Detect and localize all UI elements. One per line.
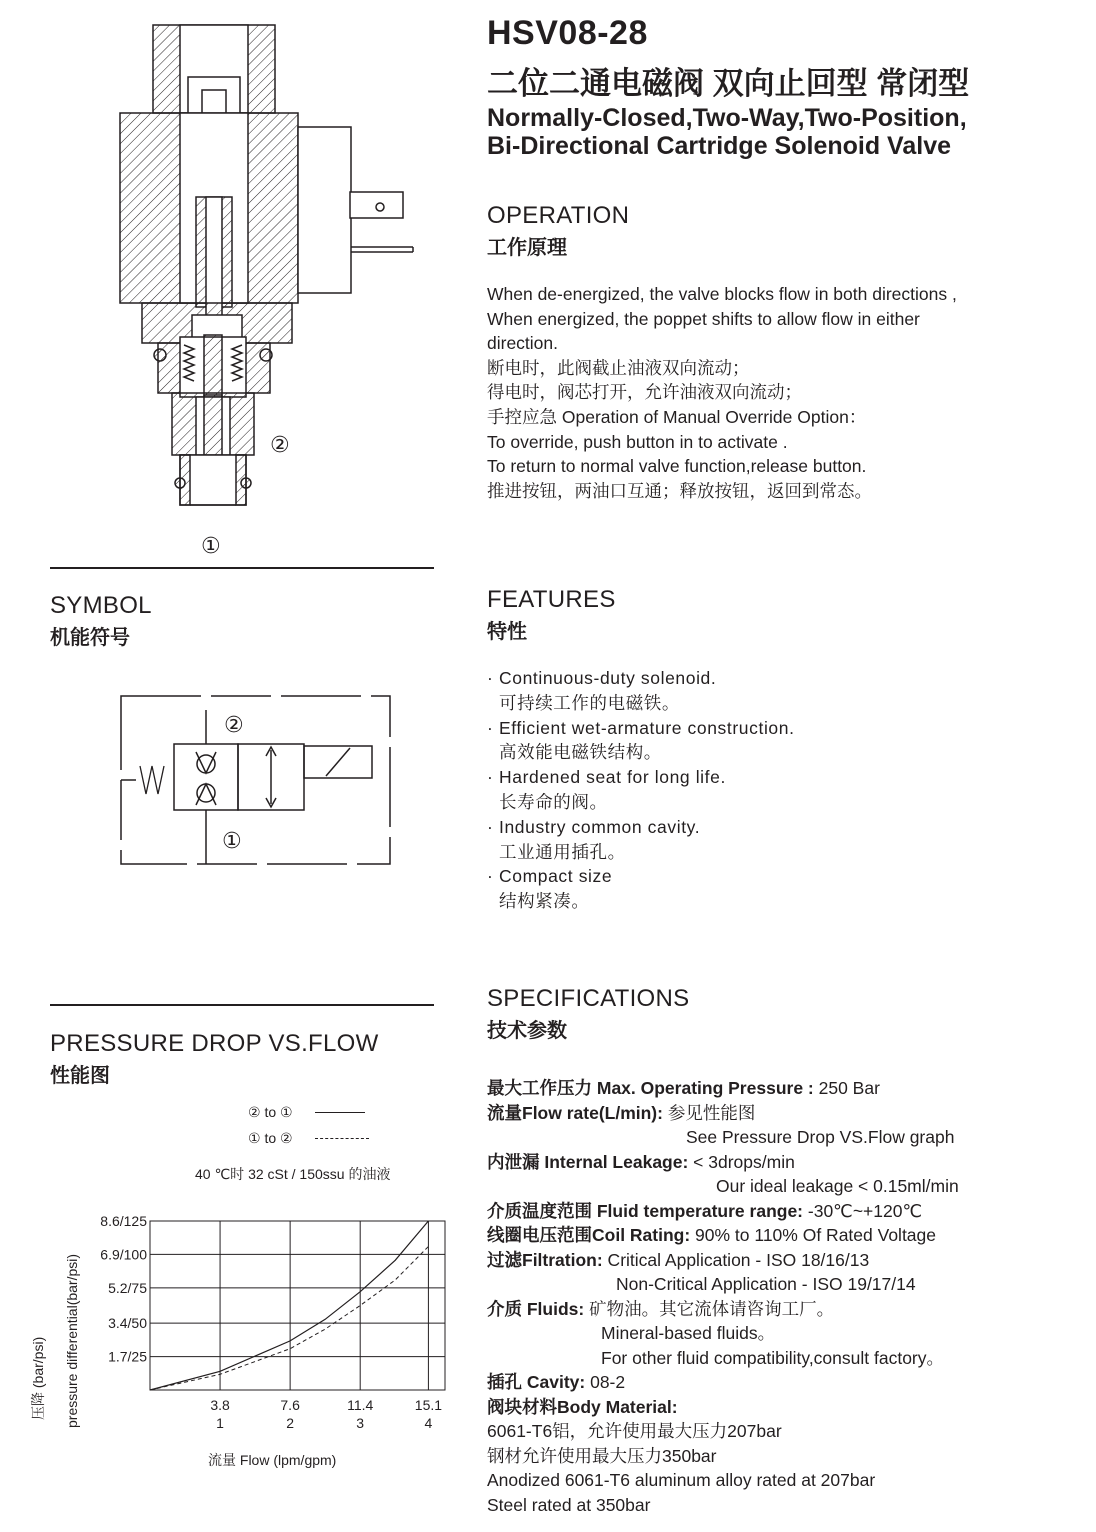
feature-item: · Hardened seat for long life. xyxy=(487,767,726,788)
legend-solid-line xyxy=(315,1112,365,1113)
feature-item-cn: 结构紧凑。 xyxy=(499,891,590,912)
specifications-heading: SPECIFICATIONS xyxy=(487,985,690,1012)
valve-cross-section-drawing xyxy=(110,15,430,555)
features-list xyxy=(487,666,1077,914)
model-number: HSV08-28 xyxy=(487,14,648,52)
symbol-port-1-label: ① xyxy=(222,828,242,853)
x-tick-label-lpm: 3.8 xyxy=(210,1397,230,1413)
legend-solid-label: ② to ① xyxy=(248,1104,293,1120)
symbol-heading-cn: 机能符号 xyxy=(50,627,130,649)
spec-filtration: 过滤Filtration: Critical Application - ISO 18/16/13 xyxy=(487,1249,870,1270)
drawing-port-1-label: ① xyxy=(201,533,221,558)
feature-item: · Industry common cavity. xyxy=(487,816,701,837)
spec-flow-rate-note: See Pressure Drop VS.Flow graph xyxy=(686,1127,955,1147)
hydraulic-symbol xyxy=(118,690,393,870)
operation-text xyxy=(487,282,1077,503)
feature-item: · Continuous-duty solenoid. xyxy=(487,668,717,688)
x-tick-label-lpm: 11.4 xyxy=(347,1397,374,1413)
title-english-line-2: Bi-Directional Cartridge Solenoid Valve xyxy=(487,132,952,160)
x-tick-label-lpm: 7.6 xyxy=(280,1397,300,1413)
operation-line: 断电时，此阀截止油液双向流动； xyxy=(487,357,750,378)
operation-line: When energized, the poppet shifts to allow flow in either xyxy=(487,308,920,329)
feature-item-cn: 高效能电磁铁结构。 xyxy=(499,742,662,763)
legend-dashed-line xyxy=(315,1138,369,1139)
operation-line: When de-energized, the valve blocks flow in both directions , xyxy=(487,284,957,304)
series-line-solid xyxy=(150,1221,428,1390)
spec-body-line: Steel rated at 350bar xyxy=(487,1494,651,1515)
spec-coil-rating: 线圈电压范围Coil Rating: 90% to 110% Of Rated Voltage xyxy=(487,1225,936,1245)
y-tick-label: 8.6/125 xyxy=(100,1213,147,1229)
spec-internal-leakage: 内泄漏 Internal Leakage: < 3drops/min xyxy=(487,1151,795,1172)
spec-internal-leakage-note: Our ideal leakage < 0.15ml/min xyxy=(716,1176,959,1196)
spec-cavity: 插孔 Cavity: 08-2 xyxy=(487,1372,626,1392)
symbol-heading: SYMBOL xyxy=(50,592,152,619)
operation-line: 得电时，阀芯打开，允许油液双向流动； xyxy=(487,382,802,403)
section-divider xyxy=(50,567,434,569)
pressure-drop-chart xyxy=(40,1200,470,1490)
spec-body-line: 6061-T6铝，允许使用最大压力207bar xyxy=(487,1421,782,1441)
x-axis-label: 流量 Flow (lpm/gpm) xyxy=(208,1452,337,1468)
operation-line: To return to normal valve function,release button. xyxy=(487,456,867,477)
operation-line: 推进按钮，两油口互通；释放按钮，返回到常态。 xyxy=(487,480,872,501)
spring-label xyxy=(135,763,136,764)
drawing-port-2-label: ② xyxy=(270,432,290,457)
operation-heading: OPERATION xyxy=(487,202,630,229)
legend-dashed-label: ① to ② xyxy=(248,1130,293,1146)
title-english-line-1: Normally-Closed,Two-Way,Two-Position, xyxy=(487,104,967,132)
pressure-drop-heading: PRESSURE DROP VS.FLOW xyxy=(50,1030,379,1057)
y-tick-label: 6.9/100 xyxy=(100,1246,147,1263)
x-tick-label-gpm: 4 xyxy=(424,1415,433,1431)
spec-fluids: 介质 Fluids: 矿物油。其它流体请咨询工厂。 xyxy=(487,1298,835,1319)
pressure-drop-heading-cn: 性能图 xyxy=(50,1065,110,1087)
spec-max-pressure: 最大工作压力 Max. Operating Pressure : 250 Bar xyxy=(487,1078,880,1098)
chart-condition: 40 ℃时 32 cSt / 150ssu 的油液 xyxy=(195,1166,391,1182)
feature-item-cn: 长寿命的阀。 xyxy=(499,791,608,812)
features-heading: FEATURES xyxy=(487,586,616,613)
feature-item: · Efficient wet-armature construction. xyxy=(487,717,795,738)
spec-body-line: Anodized 6061-T6 aluminum alloy rated at 207bar xyxy=(487,1470,876,1490)
specifications-list xyxy=(487,1076,1087,1517)
spec-fluids-note: Mineral-based fluids。 xyxy=(601,1323,776,1343)
symbol-port-2-label: ② xyxy=(224,712,244,737)
y-axis-label-en: pressure differential(bar/psi) xyxy=(64,1253,80,1428)
features-heading-cn: 特性 xyxy=(487,621,527,643)
feature-item-cn: 可持续工作的电磁铁。 xyxy=(499,692,680,713)
spec-fluid-temperature: 介质温度范围 Fluid temperature range: -30℃~+120℃ xyxy=(487,1200,923,1221)
spec-body-line: 钢材允许使用最大压力350bar xyxy=(487,1445,717,1466)
operation-line: 手控应急 Operation of Manual Override Option： xyxy=(487,406,867,427)
operation-line: direction. xyxy=(487,333,559,354)
x-tick-label-gpm: 3 xyxy=(356,1415,365,1431)
spec-fluids-note: For other fluid compatibility,consult factory。 xyxy=(601,1347,945,1368)
y-axis-label-cn: 压降 (bar/psi) xyxy=(30,1336,46,1420)
feature-item: · Compact size xyxy=(487,866,613,887)
x-tick-label-gpm: 2 xyxy=(286,1415,295,1431)
y-tick-label: 1.7/25 xyxy=(108,1348,147,1365)
y-tick-label: 3.4/50 xyxy=(108,1315,147,1332)
x-tick-label-lpm: 15.1 xyxy=(414,1397,443,1413)
x-tick-label-gpm: 1 xyxy=(216,1415,224,1431)
operation-heading-cn: 工作原理 xyxy=(487,237,567,259)
y-tick-label: 5.2/75 xyxy=(108,1279,147,1296)
title-chinese: 二位二通电磁阀 双向止回型 常闭型 xyxy=(487,66,970,101)
spec-filtration-note: Non-Critical Application - ISO 19/17/14 xyxy=(616,1274,916,1294)
spec-body-material: 阀块材料Body Material: xyxy=(487,1396,678,1417)
operation-line: To override, push button in to activate . xyxy=(487,431,788,452)
plot-frame xyxy=(150,1221,445,1390)
feature-item-cn: 工业通用插孔。 xyxy=(499,841,626,862)
spec-flow-rate: 流量Flow rate(L/min): 参见性能图 xyxy=(487,1102,756,1123)
specifications-heading-cn: 技术参数 xyxy=(487,1020,567,1042)
section-divider xyxy=(50,1004,434,1006)
